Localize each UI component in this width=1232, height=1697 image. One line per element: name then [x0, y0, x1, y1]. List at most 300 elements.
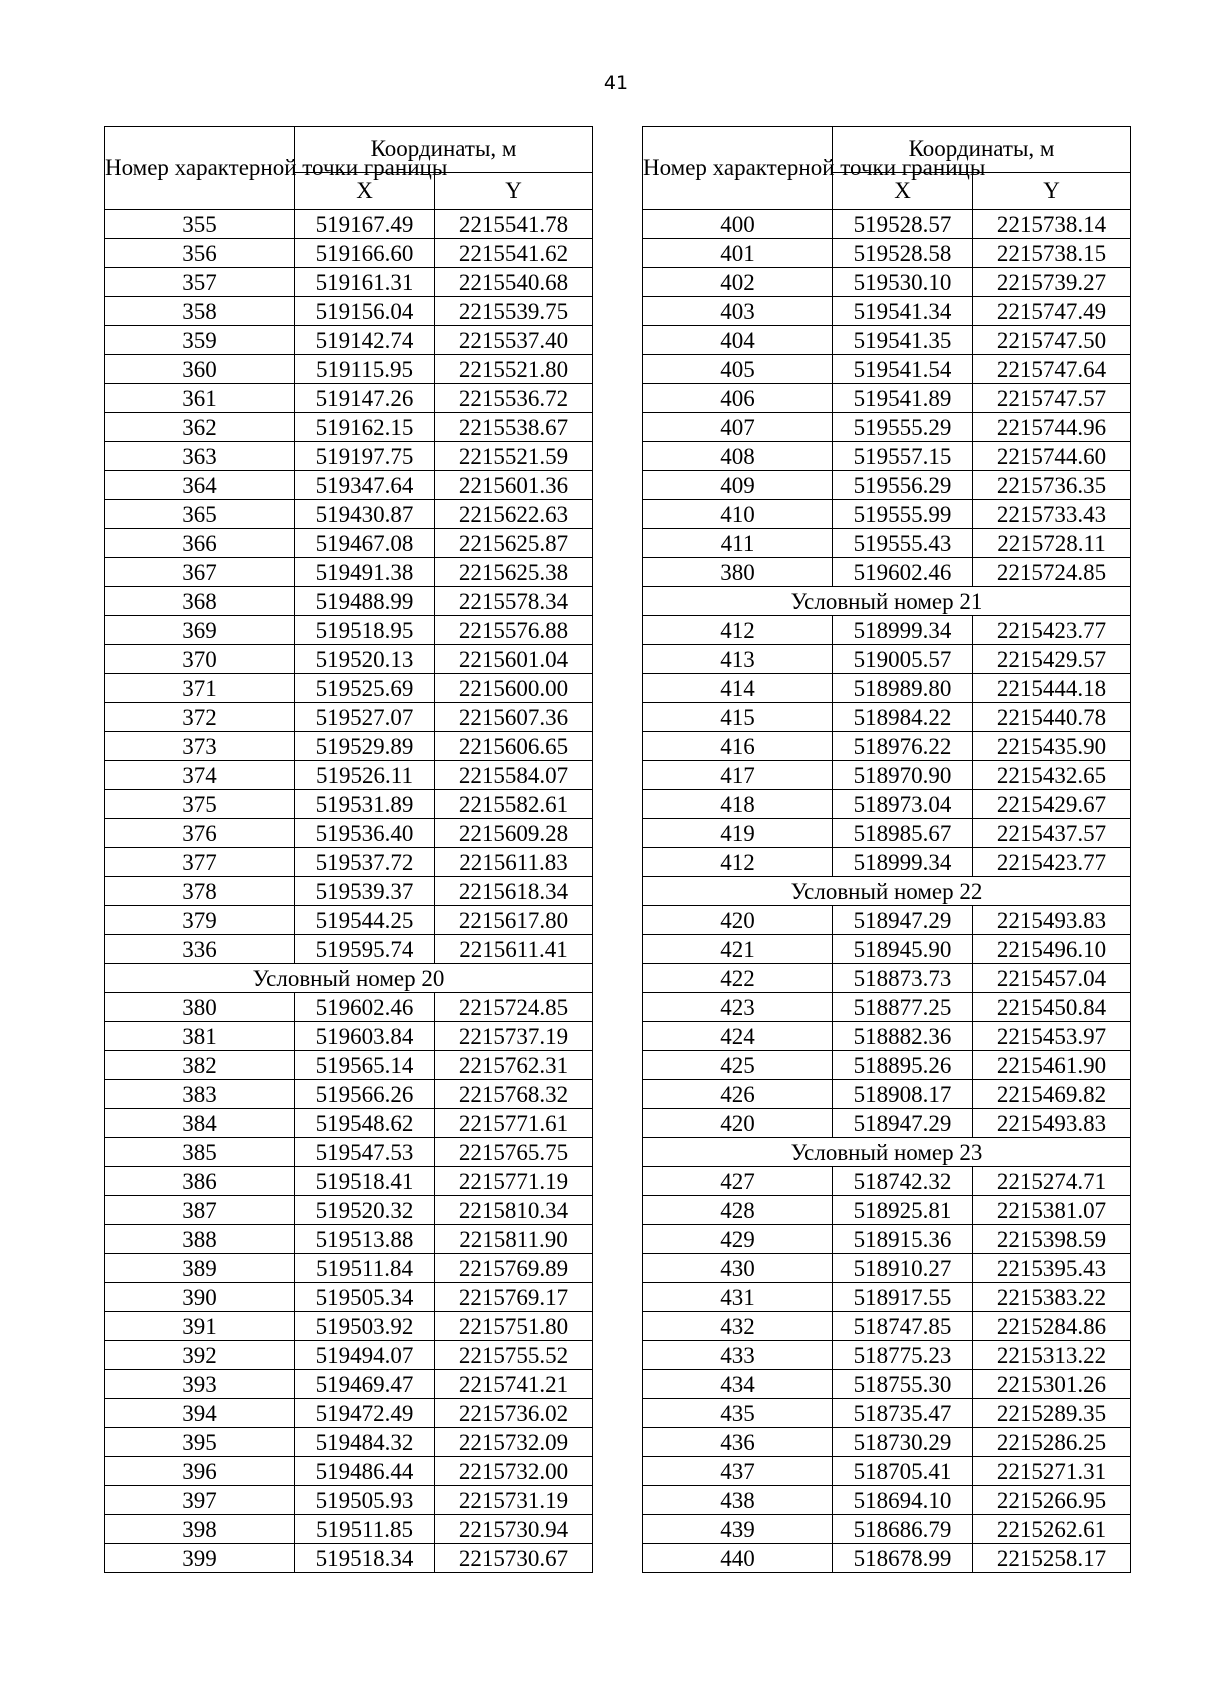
- point-number-cell: 396: [105, 1457, 295, 1486]
- section-label: Условный номер 20: [105, 964, 593, 993]
- table-row: [643, 297, 1131, 326]
- y-coordinate-cell: 2215271.31: [973, 1457, 1131, 1486]
- table-row: [643, 268, 1131, 297]
- table-row: [643, 790, 1131, 819]
- x-coordinate-cell: 518999.34: [833, 616, 973, 645]
- table-row: [643, 1167, 1131, 1196]
- y-coordinate-cell: 2215262.61: [973, 1515, 1131, 1544]
- x-coordinate-cell: 519142.74: [295, 326, 435, 355]
- table-row: [105, 645, 593, 674]
- x-coordinate-cell: 519602.46: [295, 993, 435, 1022]
- y-coordinate-cell: 2215493.83: [973, 1109, 1131, 1138]
- table-row: [105, 877, 593, 906]
- table-row: [643, 761, 1131, 790]
- point-number-cell: 392: [105, 1341, 295, 1370]
- y-coordinate-cell: 2215423.77: [973, 848, 1131, 877]
- point-number-cell: 360: [105, 355, 295, 384]
- table-row: [643, 1486, 1131, 1515]
- y-coordinate-cell: 2215724.85: [973, 558, 1131, 587]
- x-coordinate-cell: 519566.26: [295, 1080, 435, 1109]
- x-coordinate-cell: 519529.89: [295, 732, 435, 761]
- y-coordinate-cell: 2215744.96: [973, 413, 1131, 442]
- table-row: [105, 558, 593, 587]
- header-x: X: [833, 172, 973, 209]
- x-coordinate-cell: 519494.07: [295, 1341, 435, 1370]
- point-number-cell: 410: [643, 500, 833, 529]
- x-coordinate-cell: 519166.60: [295, 239, 435, 268]
- x-coordinate-cell: 519472.49: [295, 1399, 435, 1428]
- x-coordinate-cell: 519518.95: [295, 616, 435, 645]
- table-row: [105, 1428, 593, 1457]
- point-number-cell: 414: [643, 674, 833, 703]
- point-number-cell: 390: [105, 1283, 295, 1312]
- x-coordinate-cell: 519518.34: [295, 1544, 435, 1573]
- point-number-cell: 423: [643, 993, 833, 1022]
- x-coordinate-cell: 518735.47: [833, 1399, 973, 1428]
- x-coordinate-cell: 519536.40: [295, 819, 435, 848]
- y-coordinate-cell: 2215601.04: [435, 645, 593, 674]
- y-coordinate-cell: 2215440.78: [973, 703, 1131, 732]
- point-number-cell: 402: [643, 268, 833, 297]
- y-coordinate-cell: 2215453.97: [973, 1022, 1131, 1051]
- point-number-cell: 366: [105, 529, 295, 558]
- x-coordinate-cell: 519469.47: [295, 1370, 435, 1399]
- y-coordinate-cell: 2215266.95: [973, 1486, 1131, 1515]
- y-coordinate-cell: 2215762.31: [435, 1051, 593, 1080]
- x-coordinate-cell: 518947.29: [833, 1109, 973, 1138]
- x-coordinate-cell: 519555.29: [833, 413, 973, 442]
- table-row: [105, 674, 593, 703]
- table-row: [105, 1051, 593, 1080]
- table-row: [643, 674, 1131, 703]
- x-coordinate-cell: 518895.26: [833, 1051, 973, 1080]
- x-coordinate-cell: 518970.90: [833, 761, 973, 790]
- point-number-cell: 407: [643, 413, 833, 442]
- y-coordinate-cell: 2215724.85: [435, 993, 593, 1022]
- table-row: [105, 703, 593, 732]
- point-number-cell: 427: [643, 1167, 833, 1196]
- x-coordinate-cell: 518705.41: [833, 1457, 973, 1486]
- point-number-cell: 424: [643, 1022, 833, 1051]
- y-coordinate-cell: 2215769.89: [435, 1254, 593, 1283]
- table-row: [105, 732, 593, 761]
- point-number-cell: 383: [105, 1080, 295, 1109]
- header-x: X: [295, 172, 435, 209]
- y-coordinate-cell: 2215423.77: [973, 616, 1131, 645]
- point-number-cell: 435: [643, 1399, 833, 1428]
- x-coordinate-cell: 519527.07: [295, 703, 435, 732]
- table-row: [105, 1486, 593, 1515]
- y-coordinate-cell: 2215469.82: [973, 1080, 1131, 1109]
- y-coordinate-cell: 2215286.25: [973, 1428, 1131, 1457]
- y-coordinate-cell: 2215444.18: [973, 674, 1131, 703]
- y-coordinate-cell: 2215611.83: [435, 848, 593, 877]
- x-coordinate-cell: 519528.58: [833, 239, 973, 268]
- coordinates-table-right: [642, 126, 1131, 1573]
- point-number-cell: 417: [643, 761, 833, 790]
- table-row: [105, 1457, 593, 1486]
- point-number-cell: 400: [643, 210, 833, 239]
- point-number-cell: 368: [105, 587, 295, 616]
- point-number-cell: 362: [105, 413, 295, 442]
- point-number-cell: 380: [105, 993, 295, 1022]
- point-number-cell: 374: [105, 761, 295, 790]
- y-coordinate-cell: 2215541.62: [435, 239, 593, 268]
- point-number-cell: 418: [643, 790, 833, 819]
- x-coordinate-cell: 519541.34: [833, 297, 973, 326]
- y-coordinate-cell: 2215381.07: [973, 1196, 1131, 1225]
- x-coordinate-cell: 519603.84: [295, 1022, 435, 1051]
- y-coordinate-cell: 2215578.34: [435, 587, 593, 616]
- point-number-cell: 379: [105, 906, 295, 935]
- point-number-cell: 432: [643, 1312, 833, 1341]
- x-coordinate-cell: 519556.29: [833, 471, 973, 500]
- x-coordinate-cell: 519595.74: [295, 935, 435, 964]
- point-number-cell: 433: [643, 1341, 833, 1370]
- y-coordinate-cell: 2215747.57: [973, 384, 1131, 413]
- y-coordinate-cell: 2215457.04: [973, 964, 1131, 993]
- x-coordinate-cell: 518925.81: [833, 1196, 973, 1225]
- y-coordinate-cell: 2215738.15: [973, 239, 1131, 268]
- x-coordinate-cell: 519505.93: [295, 1486, 435, 1515]
- table-row: [643, 819, 1131, 848]
- x-coordinate-cell: 519541.89: [833, 384, 973, 413]
- table-row: [105, 1312, 593, 1341]
- table-row: [643, 326, 1131, 355]
- table-row: [643, 1196, 1131, 1225]
- table-row: [643, 1051, 1131, 1080]
- x-coordinate-cell: 519541.35: [833, 326, 973, 355]
- table-row: [105, 1138, 593, 1167]
- x-coordinate-cell: 519147.26: [295, 384, 435, 413]
- point-number-cell: 415: [643, 703, 833, 732]
- point-number-cell: 358: [105, 297, 295, 326]
- point-number-cell: 398: [105, 1515, 295, 1544]
- point-number-cell: 406: [643, 384, 833, 413]
- x-coordinate-cell: 519511.84: [295, 1254, 435, 1283]
- table-row: [105, 761, 593, 790]
- header-y: Y: [973, 172, 1131, 209]
- x-coordinate-cell: 518984.22: [833, 703, 973, 732]
- point-number-cell: 357: [105, 268, 295, 297]
- table-row: [105, 993, 593, 1022]
- y-coordinate-cell: 2215398.59: [973, 1225, 1131, 1254]
- y-coordinate-cell: 2215755.52: [435, 1341, 593, 1370]
- point-number-cell: 426: [643, 1080, 833, 1109]
- point-number-cell: 395: [105, 1428, 295, 1457]
- y-coordinate-cell: 2215751.80: [435, 1312, 593, 1341]
- x-coordinate-cell: 519547.53: [295, 1138, 435, 1167]
- y-coordinate-cell: 2215274.71: [973, 1167, 1131, 1196]
- table-row: [105, 1544, 593, 1573]
- y-coordinate-cell: 2215496.10: [973, 935, 1131, 964]
- x-coordinate-cell: 518976.22: [833, 732, 973, 761]
- y-coordinate-cell: 2215536.72: [435, 384, 593, 413]
- table-row: [105, 1080, 593, 1109]
- y-coordinate-cell: 2215493.83: [973, 906, 1131, 935]
- y-coordinate-cell: 2215732.09: [435, 1428, 593, 1457]
- x-coordinate-cell: 519347.64: [295, 471, 435, 500]
- table-row: [643, 848, 1131, 877]
- point-number-cell: 363: [105, 442, 295, 471]
- y-coordinate-cell: 2215622.63: [435, 500, 593, 529]
- y-coordinate-cell: 2215736.35: [973, 471, 1131, 500]
- table-row: [643, 732, 1131, 761]
- point-number-cell: 404: [643, 326, 833, 355]
- section-row: [105, 964, 593, 993]
- point-number-cell: 403: [643, 297, 833, 326]
- point-number-cell: 367: [105, 558, 295, 587]
- header-point-number: Номер характерной точки границы: [105, 127, 295, 210]
- page-number: 41: [603, 72, 629, 94]
- y-coordinate-cell: 2215741.21: [435, 1370, 593, 1399]
- y-coordinate-cell: 2215617.80: [435, 906, 593, 935]
- y-coordinate-cell: 2215538.67: [435, 413, 593, 442]
- table-row: [105, 1283, 593, 1312]
- point-number-cell: 438: [643, 1486, 833, 1515]
- table-row: [643, 616, 1131, 645]
- table-row: [105, 355, 593, 384]
- table-row: [643, 1457, 1131, 1486]
- x-coordinate-cell: 518917.55: [833, 1283, 973, 1312]
- table-row: [643, 529, 1131, 558]
- table-row: [105, 906, 593, 935]
- y-coordinate-cell: 2215584.07: [435, 761, 593, 790]
- x-coordinate-cell: 518877.25: [833, 993, 973, 1022]
- x-coordinate-cell: 519565.14: [295, 1051, 435, 1080]
- x-coordinate-cell: 519518.41: [295, 1167, 435, 1196]
- section-label: Условный номер 22: [643, 877, 1131, 906]
- table-row: [105, 587, 593, 616]
- y-coordinate-cell: 2215607.36: [435, 703, 593, 732]
- y-coordinate-cell: 2215289.35: [973, 1399, 1131, 1428]
- table-row: [643, 1544, 1131, 1573]
- point-number-cell: 421: [643, 935, 833, 964]
- table-row: [105, 1254, 593, 1283]
- point-number-cell: 440: [643, 1544, 833, 1573]
- point-number-cell: 384: [105, 1109, 295, 1138]
- y-coordinate-cell: 2215737.19: [435, 1022, 593, 1051]
- table-row: [643, 703, 1131, 732]
- x-coordinate-cell: 518947.29: [833, 906, 973, 935]
- x-coordinate-cell: 518882.36: [833, 1022, 973, 1051]
- y-coordinate-cell: 2215733.43: [973, 500, 1131, 529]
- table-row: [643, 1022, 1131, 1051]
- y-coordinate-cell: 2215810.34: [435, 1196, 593, 1225]
- point-number-cell: 389: [105, 1254, 295, 1283]
- y-coordinate-cell: 2215771.61: [435, 1109, 593, 1138]
- header-coordinates: Координаты, м: [833, 127, 1131, 173]
- point-number-cell: 375: [105, 790, 295, 819]
- table-row: [643, 355, 1131, 384]
- x-coordinate-cell: 519511.85: [295, 1515, 435, 1544]
- table-row: [105, 442, 593, 471]
- point-number-cell: 336: [105, 935, 295, 964]
- table-row: [105, 616, 593, 645]
- point-number-cell: 436: [643, 1428, 833, 1457]
- header-y: Y: [435, 172, 593, 209]
- x-coordinate-cell: 519520.13: [295, 645, 435, 674]
- x-coordinate-cell: 519156.04: [295, 297, 435, 326]
- point-number-cell: 381: [105, 1022, 295, 1051]
- x-coordinate-cell: 519505.34: [295, 1283, 435, 1312]
- x-coordinate-cell: 519467.08: [295, 529, 435, 558]
- y-coordinate-cell: 2215313.22: [973, 1341, 1131, 1370]
- y-coordinate-cell: 2215537.40: [435, 326, 593, 355]
- y-coordinate-cell: 2215461.90: [973, 1051, 1131, 1080]
- section-row: [643, 587, 1131, 616]
- y-coordinate-cell: 2215576.88: [435, 616, 593, 645]
- x-coordinate-cell: 518873.73: [833, 964, 973, 993]
- point-number-cell: 434: [643, 1370, 833, 1399]
- table-row: [105, 1399, 593, 1428]
- y-coordinate-cell: 2215738.14: [973, 210, 1131, 239]
- point-number-cell: 372: [105, 703, 295, 732]
- y-coordinate-cell: 2215521.59: [435, 442, 593, 471]
- x-coordinate-cell: 519161.31: [295, 268, 435, 297]
- x-coordinate-cell: 519555.99: [833, 500, 973, 529]
- point-number-cell: 387: [105, 1196, 295, 1225]
- point-number-cell: 364: [105, 471, 295, 500]
- table-row: [105, 1370, 593, 1399]
- point-number-cell: 377: [105, 848, 295, 877]
- point-number-cell: 408: [643, 442, 833, 471]
- section-row: [643, 877, 1131, 906]
- table-body: [643, 210, 1131, 1573]
- table-header: [105, 127, 593, 210]
- point-number-cell: 369: [105, 616, 295, 645]
- y-coordinate-cell: 2215395.43: [973, 1254, 1131, 1283]
- header-coordinates: Координаты, м: [295, 127, 593, 173]
- x-coordinate-cell: 519602.46: [833, 558, 973, 587]
- table-row: [105, 529, 593, 558]
- x-coordinate-cell: 519491.38: [295, 558, 435, 587]
- point-number-cell: 422: [643, 964, 833, 993]
- point-number-cell: 420: [643, 1109, 833, 1138]
- table-row: [105, 1515, 593, 1544]
- table-row: [643, 1312, 1131, 1341]
- x-coordinate-cell: 518989.80: [833, 674, 973, 703]
- table-row: [643, 645, 1131, 674]
- table-body: [105, 210, 593, 1573]
- table-row: [105, 413, 593, 442]
- x-coordinate-cell: 519513.88: [295, 1225, 435, 1254]
- table-row: [105, 471, 593, 500]
- point-number-cell: 416: [643, 732, 833, 761]
- point-number-cell: 371: [105, 674, 295, 703]
- x-coordinate-cell: 518985.67: [833, 819, 973, 848]
- x-coordinate-cell: 519005.57: [833, 645, 973, 674]
- table-row: [105, 1225, 593, 1254]
- table-row: [643, 413, 1131, 442]
- x-coordinate-cell: 518999.34: [833, 848, 973, 877]
- y-coordinate-cell: 2215284.86: [973, 1312, 1131, 1341]
- table-row: [105, 1341, 593, 1370]
- y-coordinate-cell: 2215811.90: [435, 1225, 593, 1254]
- y-coordinate-cell: 2215618.34: [435, 877, 593, 906]
- y-coordinate-cell: 2215435.90: [973, 732, 1131, 761]
- x-coordinate-cell: 518686.79: [833, 1515, 973, 1544]
- point-number-cell: 412: [643, 848, 833, 877]
- table-row: [105, 268, 593, 297]
- x-coordinate-cell: 518915.36: [833, 1225, 973, 1254]
- table-row: [643, 1109, 1131, 1138]
- point-number-cell: 378: [105, 877, 295, 906]
- y-coordinate-cell: 2215736.02: [435, 1399, 593, 1428]
- table-row: [643, 993, 1131, 1022]
- point-number-cell: 397: [105, 1486, 295, 1515]
- y-coordinate-cell: 2215541.78: [435, 210, 593, 239]
- point-number-cell: 412: [643, 616, 833, 645]
- x-coordinate-cell: 519197.75: [295, 442, 435, 471]
- y-coordinate-cell: 2215432.65: [973, 761, 1131, 790]
- x-coordinate-cell: 519539.37: [295, 877, 435, 906]
- point-number-cell: 373: [105, 732, 295, 761]
- y-coordinate-cell: 2215258.17: [973, 1544, 1131, 1573]
- y-coordinate-cell: 2215768.32: [435, 1080, 593, 1109]
- point-number-cell: 420: [643, 906, 833, 935]
- table-row: [643, 1080, 1131, 1109]
- y-coordinate-cell: 2215625.38: [435, 558, 593, 587]
- point-number-cell: 429: [643, 1225, 833, 1254]
- point-number-cell: 428: [643, 1196, 833, 1225]
- y-coordinate-cell: 2215429.67: [973, 790, 1131, 819]
- point-number-cell: 380: [643, 558, 833, 587]
- x-coordinate-cell: 519167.49: [295, 210, 435, 239]
- table-row: [643, 906, 1131, 935]
- section-label: Условный номер 21: [643, 587, 1131, 616]
- point-number-cell: 419: [643, 819, 833, 848]
- x-coordinate-cell: 518775.23: [833, 1341, 973, 1370]
- x-coordinate-cell: 519528.57: [833, 210, 973, 239]
- table-row: [643, 1370, 1131, 1399]
- point-number-cell: 393: [105, 1370, 295, 1399]
- point-number-cell: 394: [105, 1399, 295, 1428]
- y-coordinate-cell: 2215730.94: [435, 1515, 593, 1544]
- y-coordinate-cell: 2215744.60: [973, 442, 1131, 471]
- x-coordinate-cell: 519430.87: [295, 500, 435, 529]
- x-coordinate-cell: 519115.95: [295, 355, 435, 384]
- x-coordinate-cell: 519484.32: [295, 1428, 435, 1457]
- x-coordinate-cell: 518742.32: [833, 1167, 973, 1196]
- x-coordinate-cell: 518755.30: [833, 1370, 973, 1399]
- y-coordinate-cell: 2215747.49: [973, 297, 1131, 326]
- point-number-cell: 365: [105, 500, 295, 529]
- x-coordinate-cell: 519557.15: [833, 442, 973, 471]
- point-number-cell: 401: [643, 239, 833, 268]
- table-row: [105, 210, 593, 239]
- x-coordinate-cell: 518945.90: [833, 935, 973, 964]
- point-number-cell: 359: [105, 326, 295, 355]
- table-row: [643, 1515, 1131, 1544]
- table-row: [643, 1283, 1131, 1312]
- point-number-cell: 388: [105, 1225, 295, 1254]
- y-coordinate-cell: 2215765.75: [435, 1138, 593, 1167]
- point-number-cell: 431: [643, 1283, 833, 1312]
- table-row: [643, 1341, 1131, 1370]
- table-row: [643, 1399, 1131, 1428]
- y-coordinate-cell: 2215609.28: [435, 819, 593, 848]
- point-number-cell: 355: [105, 210, 295, 239]
- x-coordinate-cell: 518973.04: [833, 790, 973, 819]
- coordinates-table-left: [104, 126, 593, 1573]
- x-coordinate-cell: 519537.72: [295, 848, 435, 877]
- x-coordinate-cell: 519530.10: [833, 268, 973, 297]
- x-coordinate-cell: 519525.69: [295, 674, 435, 703]
- y-coordinate-cell: 2215539.75: [435, 297, 593, 326]
- table-row: [643, 1225, 1131, 1254]
- point-number-cell: 386: [105, 1167, 295, 1196]
